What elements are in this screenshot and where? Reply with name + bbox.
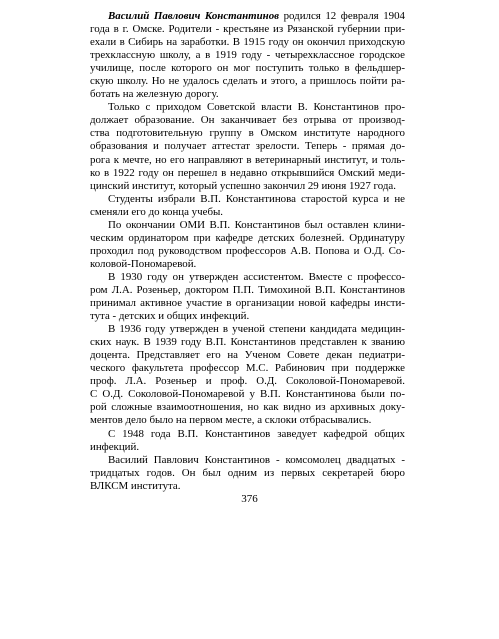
paragraph bbox=[90, 10, 405, 101]
text-line: тридцатых годов. Он был одним из первых секретарей бюро bbox=[90, 466, 405, 479]
page-number: 376 bbox=[241, 493, 258, 505]
paragraph bbox=[90, 454, 405, 493]
paragraph bbox=[90, 101, 405, 192]
text-line: ботать на железную дорогу. bbox=[90, 88, 219, 101]
text-line: рога к мечте, но его направляют в ветеринарный институт, и толь- bbox=[90, 153, 405, 166]
text-line: В 1930 году он утвержден ассистентом. Вместе с профессо- bbox=[108, 270, 405, 283]
text-line: ехали в Сибирь на заработки. В 1915 году он окончил приходскую bbox=[90, 36, 405, 49]
text-line: доцента. Представляет его на Ученом Совете декан педиатри- bbox=[90, 349, 405, 362]
text-fragment: родился 12 февраля 1904 bbox=[279, 10, 405, 22]
paragraph bbox=[90, 428, 405, 454]
text-line: ческим ординатором при кафедре детских болезней. Ординатуру bbox=[90, 231, 405, 244]
text-line: ментов дело было на первом месте, а склоки отбрасывались. bbox=[90, 414, 372, 427]
text-line: ром Л.А. Розеньер, доктором П.П. Тимохиной В.П. Константинов bbox=[90, 283, 405, 296]
text-line: проф. Л.А. Розеньер и проф. О.Д. Соколовой-Пономаревой. bbox=[90, 375, 405, 388]
text-line: скую школу. Но не удалось сделать и этого, а пришлось пойти ра- bbox=[90, 75, 405, 88]
text-line: В 1936 году утвержден в ученой степени кандидата медицин- bbox=[108, 323, 405, 336]
text-line: проходил под руководством профессоров А.В. Попова и О.Д. Со- bbox=[90, 244, 405, 257]
paragraph bbox=[90, 219, 405, 271]
text-line: училище, после которого он мог поступить только в фельдшер- bbox=[90, 62, 405, 75]
text-line: С 1948 года В.П. Константинов заведует кафедрой общих bbox=[108, 427, 405, 440]
person-name: Василий Павлович Константинов bbox=[108, 10, 280, 22]
text-line: ВЛКСМ института. bbox=[90, 479, 181, 492]
paragraph bbox=[90, 193, 405, 219]
text-line: трехклассную школу, а в 1919 году - четырехклассное городское bbox=[90, 49, 405, 62]
text-line: тута - детских и общих инфекций. bbox=[90, 310, 250, 323]
text-line: принимал активное участие в организации новой кафедры инсти- bbox=[90, 297, 405, 310]
text-line: ческого факультета профессор М.С. Рабинович при поддержке bbox=[90, 362, 405, 375]
text-line: образования и получает аттестат зрелости. Теперь - прямая до- bbox=[90, 140, 405, 153]
text-line: должает образование. Он заканчивает без отрыва от производ- bbox=[90, 114, 405, 127]
text-line: С О.Д. Соколовой-Пономаревой у В.П. Константинова были по- bbox=[90, 388, 405, 401]
text-line: цинский институт, который успешно закончил 29 июня 1927 года. bbox=[90, 179, 396, 192]
text-line: Студенты избрали В.П. Константинова старостой курса и не bbox=[108, 192, 405, 205]
paragraph bbox=[90, 323, 405, 427]
text-line bbox=[90, 10, 405, 23]
text-line: Василий Павлович Константинов - комсомолец двадцатых - bbox=[108, 453, 405, 466]
text-line: коловой-Пономаревой. bbox=[90, 257, 197, 270]
text-line: Только с приходом Советской власти В. Константинов про- bbox=[108, 101, 405, 114]
text-line: сменяли его до конца учебы. bbox=[90, 205, 224, 218]
text-line: рой сложные взаимоотношения, но как видно из архивных доку- bbox=[90, 401, 405, 414]
body-text bbox=[90, 10, 405, 493]
text-line: ко в 1922 году он перешел в недавно открывшийся Омский меди- bbox=[90, 166, 405, 179]
text-line: По окончании ОМИ В.П. Константинов был оставлен клини- bbox=[108, 218, 405, 231]
paragraph bbox=[90, 271, 405, 323]
text-line: инфекций. bbox=[90, 440, 140, 453]
text-line: года в г. Омске. Родители - крестьяне из Рязанской губернии при- bbox=[90, 23, 405, 36]
text-line: ства подготовительную группу в Омском институте народного bbox=[90, 127, 405, 140]
text-line: ских наук. В 1939 году В.П. Константинов представлен к званию bbox=[90, 336, 405, 349]
